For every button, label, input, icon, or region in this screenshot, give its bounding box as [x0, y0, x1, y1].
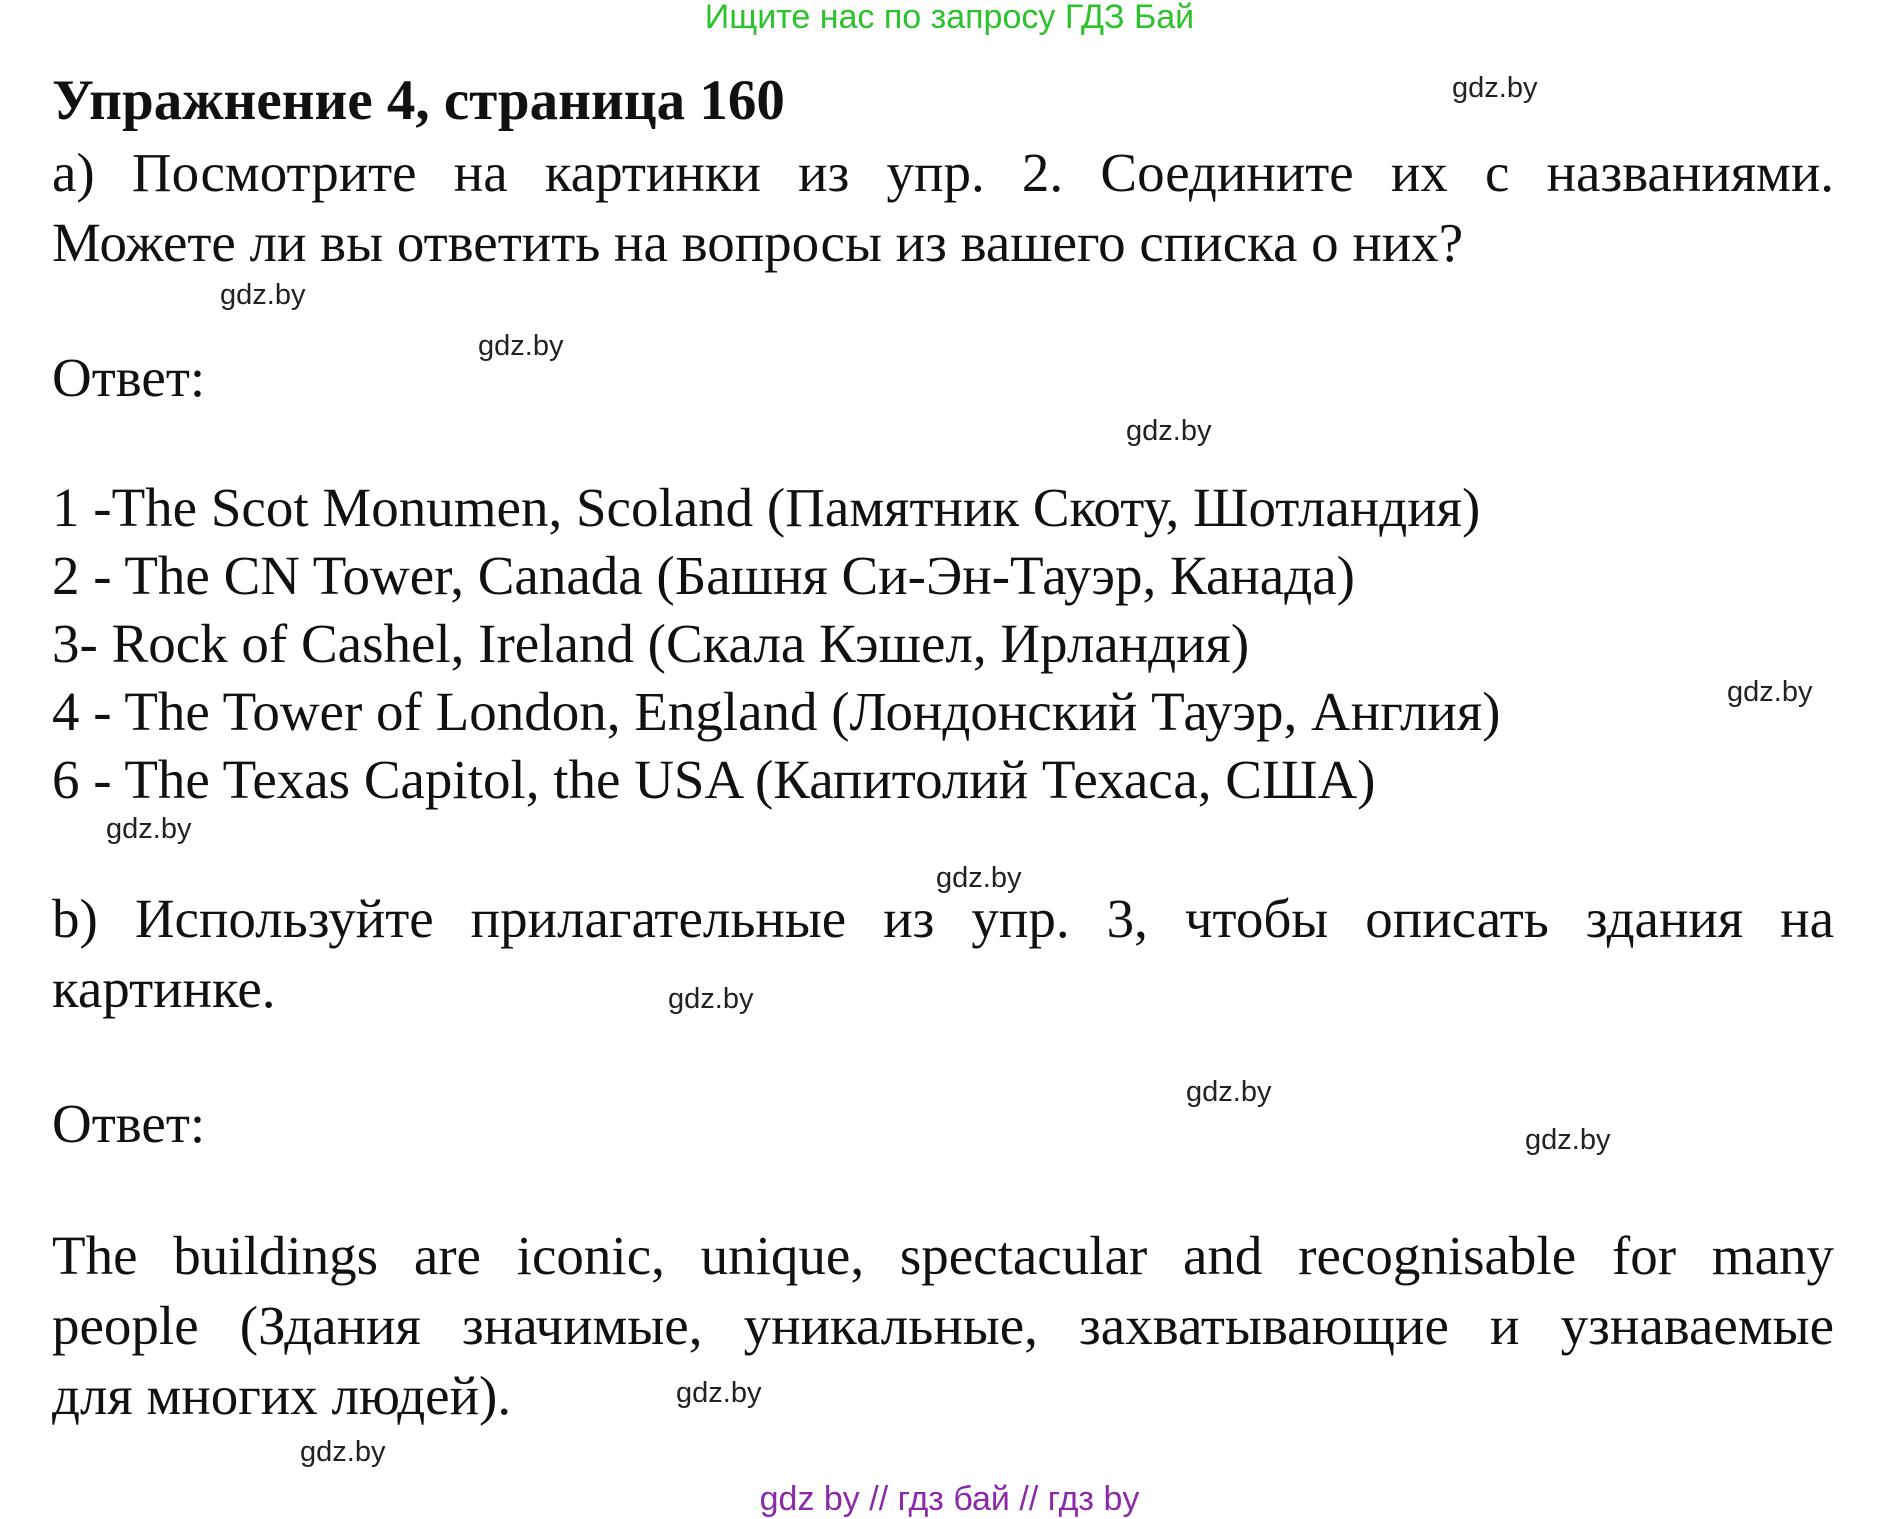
task-b-line-2: картинке. — [52, 958, 276, 1019]
answer-b-line-3: для многих людей). — [52, 1365, 512, 1426]
watermark: gdz.by — [106, 813, 192, 845]
watermark: gdz.by — [1186, 1076, 1272, 1108]
list-item: 3- Rock of Cashel, Ireland (Скала Кэшел, Ирландия) — [52, 613, 1250, 674]
watermark: gdz.by — [220, 279, 306, 311]
search-banner[interactable]: Ищите нас по запросу ГДЗ Бай — [704, 0, 1195, 36]
answer-label-a: Ответ: — [52, 347, 206, 408]
task-a-line-2: Можете ли вы ответить на вопросы из вашего списка о них? — [52, 212, 1464, 273]
watermark: gdz.by — [1525, 1124, 1611, 1156]
watermark: gdz.by — [1452, 72, 1538, 104]
watermark: gdz.by — [1126, 415, 1212, 447]
task-b-text — [52, 884, 1834, 1024]
answer-b-text — [52, 1221, 1834, 1431]
exercise-title: Упражнение 4, страница 160 — [52, 69, 785, 132]
watermark: gdz.by — [478, 330, 564, 362]
answer-b-line-1: The buildings are iconic, unique, spectacular and recognisable for many — [52, 1225, 1834, 1286]
task-a-text — [52, 138, 1834, 278]
answer-b-line-2: people (Здания значимые, уникальные, захватывающие и узнаваемые — [52, 1295, 1834, 1356]
watermark: gdz.by — [300, 1436, 386, 1468]
watermark: gdz.by — [1727, 676, 1813, 708]
list-item: 4 - The Tower of London, England (Лондонский Тауэр, Англия) — [52, 681, 1501, 742]
footer-links[interactable]: gdz by // гдз бай // гдз by — [759, 1480, 1140, 1518]
list-item: 1 -The Scot Monumen, Scoland (Памятник Скоту, Шотландия) — [52, 477, 1481, 538]
task-a-line-1: а) Посмотрите на картинки из упр. 2. Соедините их с названиями. — [52, 142, 1834, 203]
watermark: gdz.by — [668, 983, 754, 1015]
list-item: 2 - The CN Tower, Canada (Башня Си-Эн-Тауэр, Канада) — [52, 545, 1355, 606]
list-item: 6 - The Texas Capitol, the USA (Капитолий Техаса, США) — [52, 749, 1376, 810]
answer-list-a — [52, 474, 1500, 814]
watermark: gdz.by — [676, 1377, 762, 1409]
answer-label-b: Ответ: — [52, 1093, 206, 1154]
watermark: gdz.by — [936, 862, 1022, 894]
task-b-line-1: b) Используйте прилагательные из упр. 3, чтобы описать здания на — [52, 888, 1834, 949]
